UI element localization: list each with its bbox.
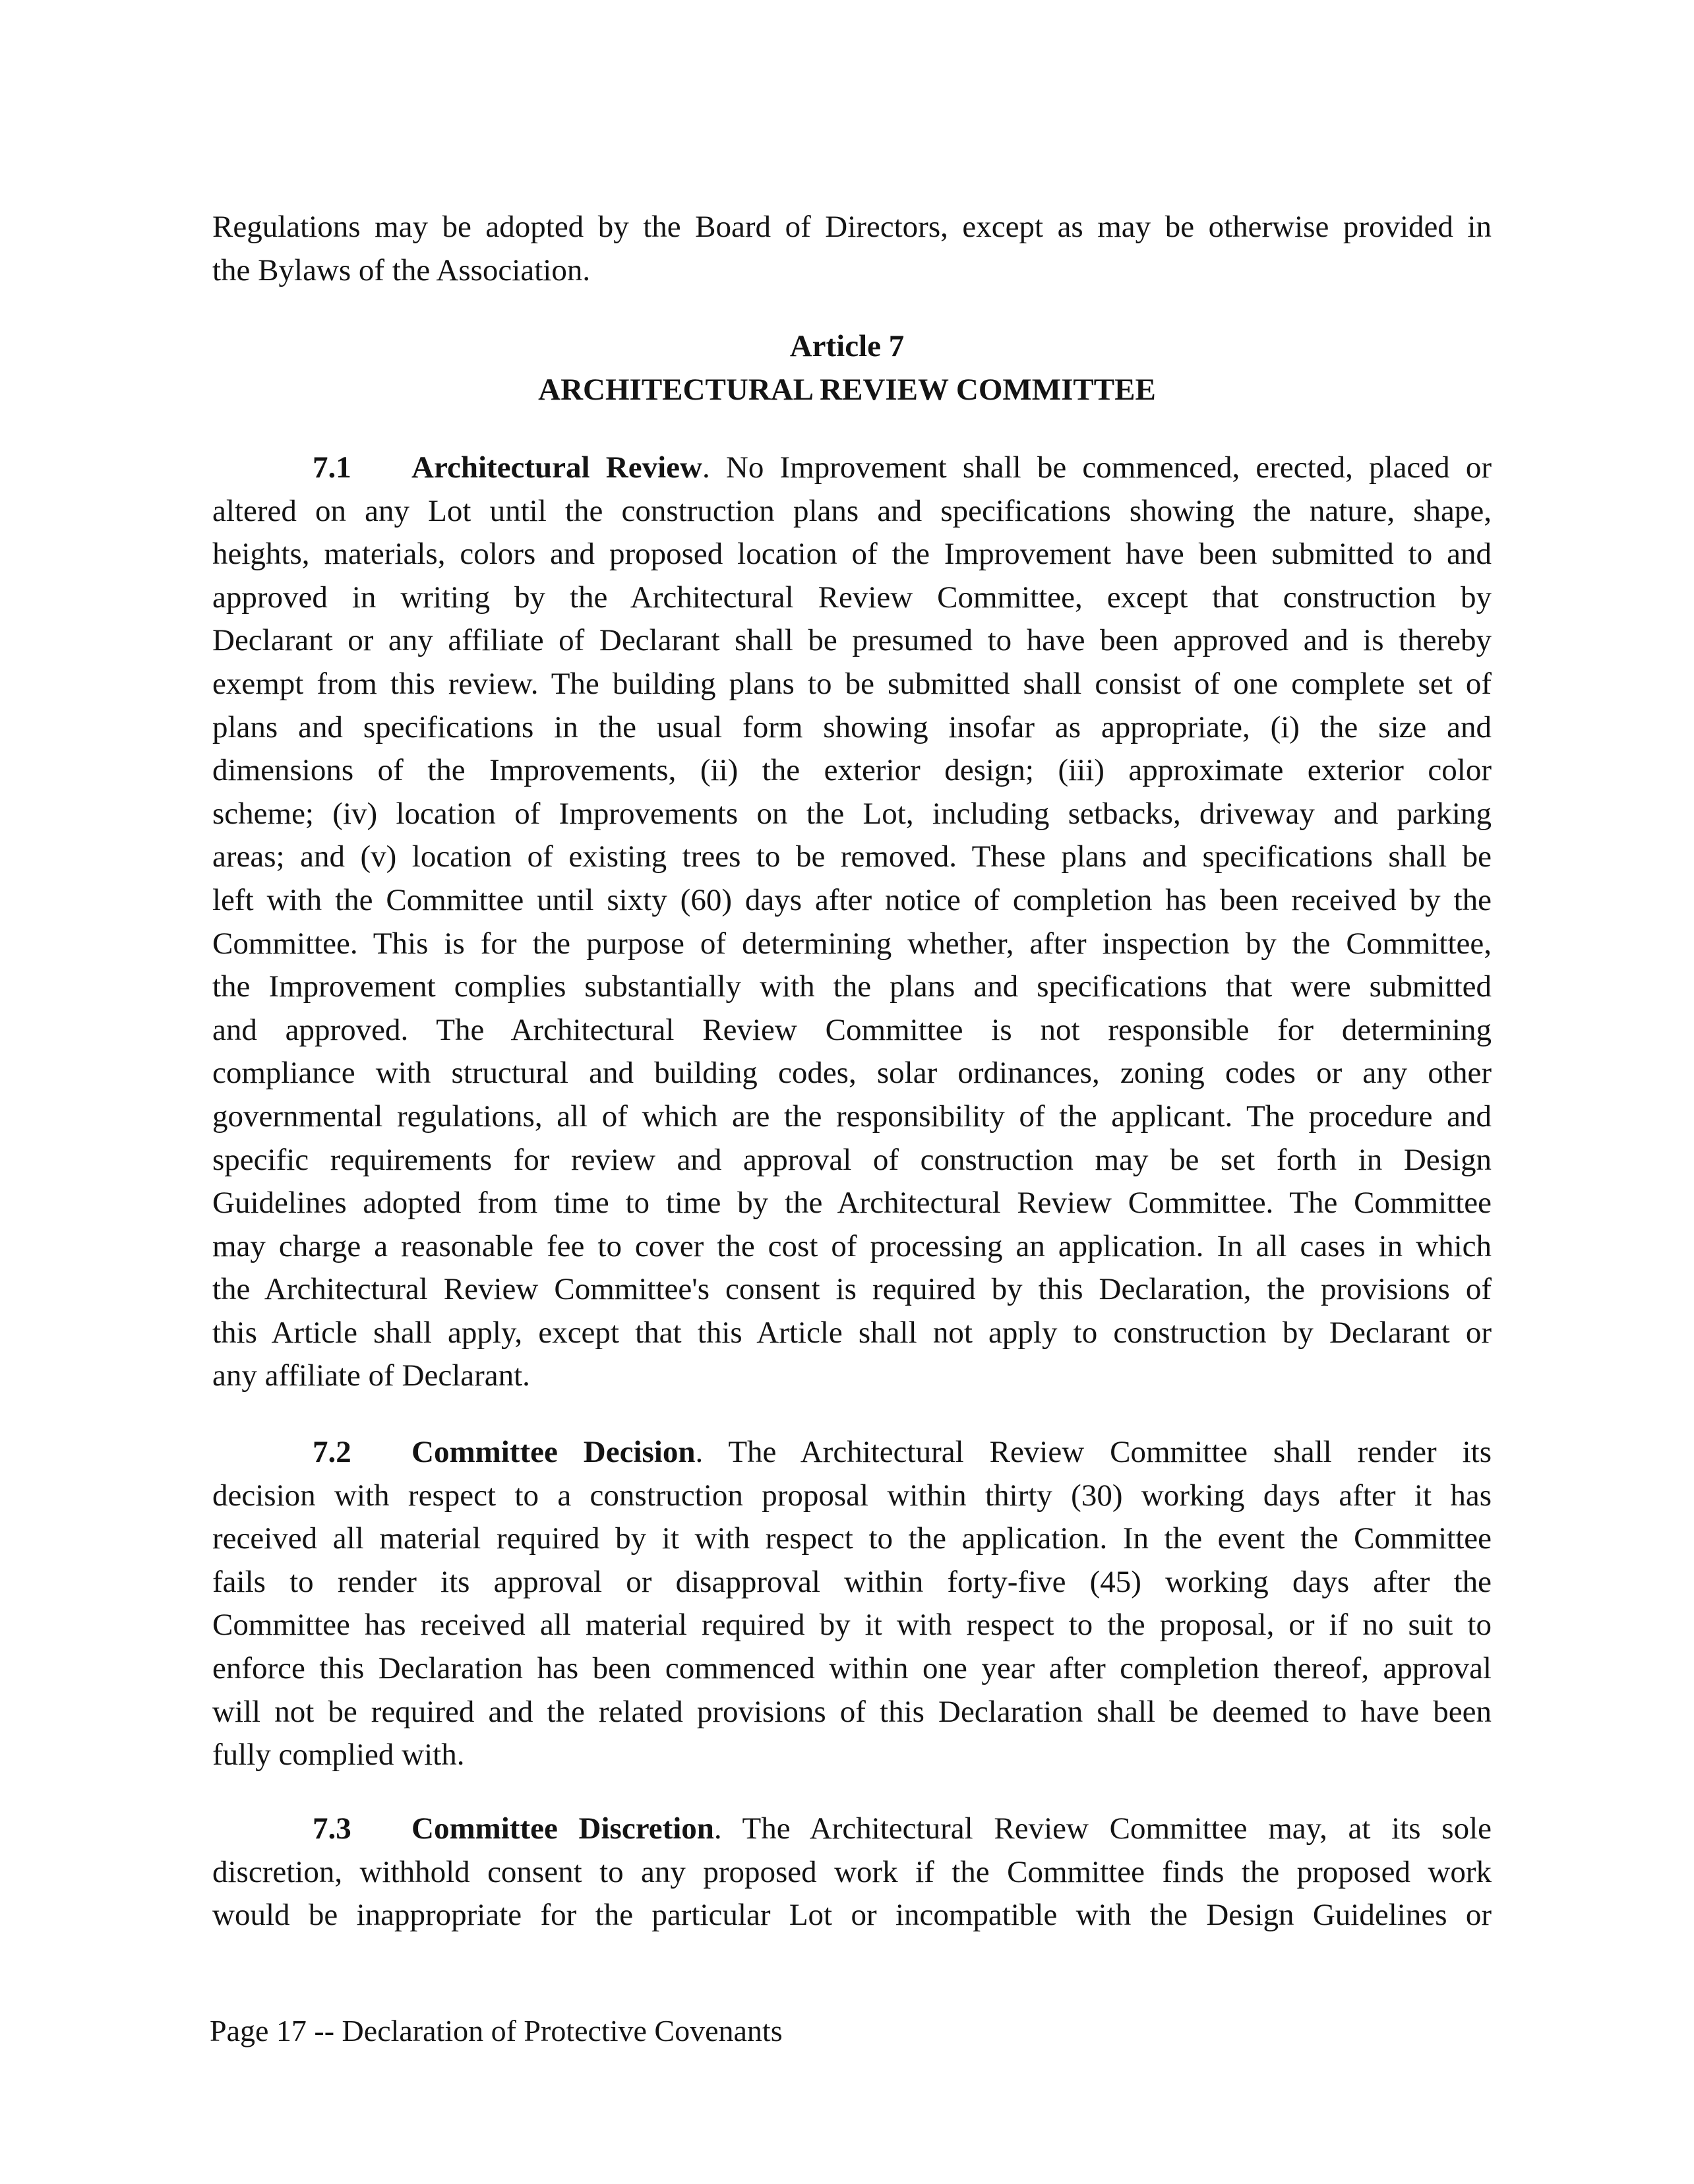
section-line: fails to render its approval or disapproval within forty-five (45) working days after the [212, 1564, 1492, 1599]
section-line: compliance with structural and building codes, solar ordinances, zoning codes or any other [212, 1056, 1492, 1091]
intro-paragraph [212, 206, 1492, 292]
section-line: Guidelines adopted from time to time by the Architectural Review Committee. The Committee [212, 1186, 1492, 1221]
section-7-2 [212, 1431, 1492, 1777]
section-line: dimensions of the Improvements, (ii) the exterior design; (iii) approximate exterior color [212, 753, 1492, 788]
section-number: 7.1 [313, 450, 351, 485]
section-line: left with the Committee until sixty (60) days after notice of completion has been received by the [212, 882, 1492, 917]
section-line: decision with respect to a construction proposal within thirty (30) working days after it has [212, 1478, 1492, 1513]
section-number: 7.2 [313, 1435, 351, 1469]
section-line: and approved. The Architectural Review Committee is not responsible for determining [212, 1012, 1492, 1047]
section-line: fully complied with. [212, 1738, 465, 1773]
section-line: plans and specifications in the usual form showing insofar as appropriate, (i) the size and [212, 710, 1492, 744]
article-title: ARCHITECTURAL REVIEW COMMITTEE [538, 373, 1156, 407]
section-line: heights, materials, colors and proposed location of the Improvement have been submitted to and [212, 537, 1492, 572]
section-line: exempt from this review. The building plans to be submitted shall consist of one complete set of [212, 666, 1492, 701]
section-first-line-text: . No Improvement shall be commenced, erected, placed or [702, 450, 1492, 485]
intro-line: Regulations may be adopted by the Board of Directors, except as may be otherwise provided in [212, 210, 1492, 244]
section-line: governmental regulations, all of which are the responsibility of the applicant. The procedure and [212, 1099, 1492, 1134]
section-line: will not be required and the related provisions of this Declaration shall be deemed to have been [212, 1694, 1492, 1729]
section-line: areas; and (v) location of existing trees to be removed. These plans and specifications shall be [212, 839, 1492, 874]
article-number: Article 7 [789, 329, 905, 363]
section-line: altered on any Lot until the construction plans and specifications showing the nature, shape, [212, 493, 1492, 528]
section-line: Committee. This is for the purpose of determining whether, after inspection by the Committee, [212, 926, 1492, 961]
section-7-3 [212, 1807, 1492, 1937]
section-first-line [212, 1807, 1492, 1851]
section-line: the Improvement complies substantially with the plans and specifications that were submitted [212, 969, 1492, 1004]
section-line: any affiliate of Declarant. [212, 1358, 530, 1393]
section-line: scheme; (iv) location of Improvements on the Lot, including setbacks, driveway and parking [212, 796, 1492, 831]
page-footer: Page 17 -- Declaration of Protective Covenants [210, 2014, 783, 2048]
section-first-line-text: . The Architectural Review Committee shall render its [695, 1435, 1492, 1469]
section-line: would be inappropriate for the particular Lot or incompatible with the Design Guidelines or [212, 1898, 1492, 1933]
section-title: Architectural Review [411, 450, 702, 485]
section-title: Committee Decision [411, 1435, 696, 1469]
section-line: enforce this Declaration has been commenced within one year after completion thereof, approval [212, 1651, 1492, 1685]
section-line: this Article shall apply, except that this Article shall not apply to construction by Declarant or [212, 1315, 1492, 1350]
section-line: Declarant or any affiliate of Declarant shall be presumed to have been approved and is thereby [212, 623, 1492, 658]
section-line: specific requirements for review and approval of construction may be set forth in Design [212, 1142, 1492, 1177]
section-line: may charge a reasonable fee to cover the cost of processing an application. In all cases in which [212, 1228, 1492, 1263]
section-line: received all material required by it with respect to the application. In the event the Committee [212, 1521, 1492, 1556]
section-line: approved in writing by the Architectural Review Committee, except that construction by [212, 580, 1492, 615]
section-line: the Architectural Review Committee's consent is required by this Declaration, the provisions of [212, 1272, 1492, 1307]
section-first-line [212, 1431, 1492, 1474]
section-first-line-text: . The Architectural Review Committee may, at its sole [713, 1811, 1492, 1846]
section-number: 7.3 [313, 1811, 351, 1846]
intro-line: the Bylaws of the Association. [212, 253, 591, 288]
section-first-line [212, 446, 1492, 490]
section-line: Committee has received all material required by it with respect to the proposal, or if no suit to [212, 1608, 1492, 1643]
section-7-1 [212, 446, 1492, 1398]
section-line: discretion, withhold consent to any proposed work if the Committee finds the proposed work [212, 1854, 1492, 1889]
section-title: Committee Discretion [411, 1811, 714, 1846]
